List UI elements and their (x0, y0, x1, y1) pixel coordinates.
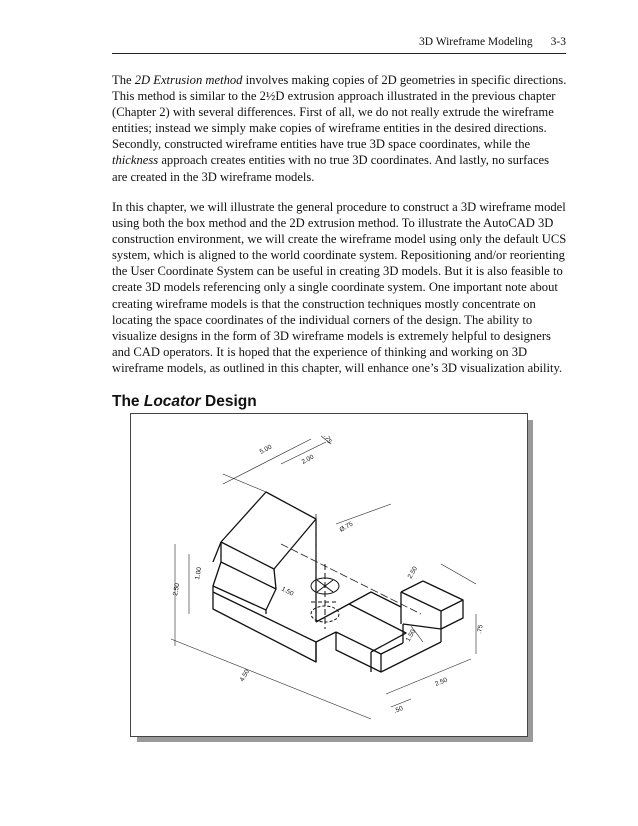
p1-text-a: The (112, 73, 135, 87)
p1-text-b: involves making copies of 2D geometries in specific directions. This method is similar to the 2½D extrusion approach illustrated in the previous chapter (Chapter 2) with several differences. First of all, we do not really extrude the wireframe entities; instead we simply make copies of wireframe entities in the desired directions. Secondly, constructed wireframe entities have true 3D space coordinates, while the (112, 73, 567, 152)
hidden-lines (281, 514, 421, 614)
page-number: 3-3 (550, 36, 566, 48)
back-arm (401, 592, 463, 629)
dim-label-150-a: 1.50 (280, 585, 295, 598)
upright-top-edge (221, 492, 316, 569)
dim-label-075: .75 (322, 433, 333, 445)
p1-emphasis-method: 2D Extrusion method (134, 73, 243, 87)
upright-left-edge (213, 542, 221, 592)
dim-label-250-bottom: 2.50 (434, 676, 449, 688)
chapter-title: 3D Wireframe Modeling (419, 36, 533, 48)
p1-emphasis-thickness: thickness (112, 153, 159, 168)
header-rule (112, 53, 566, 54)
paragraph-chapter-overview: In this chapter, we will illustrate the general procedure to construct a 3D wireframe model using both the box method and the 2D extrusion method. To illustrate the AutoCAD 3D construction environment, we will create the wireframe model using only the default UCS system, which is aligned to the world coordinate system. Repositioning and/or reorienting the User Coordinate System can be useful in creating 3D models. But it is also feasible to create 3D models referencing only a single coordinate system. One important note about creating wireframe models is that the construction techniques mostly concentrate on locating the space coordinates of the individual corners of the design. The ability to visualize designs in the form of 3D wireframe models is extremely helpful to designers and CAD operators. It is hoped that the experience of thinking and working on 3D wireframe models, as outlined in this chapter, will enhance one’s 3D visualization ability. (112, 200, 567, 375)
upright-front-edge (266, 569, 276, 614)
dim-label-075-b: .75 (476, 624, 485, 635)
dimension-lines (171, 433, 476, 719)
paragraph-extrusion-method (112, 72, 567, 185)
dim-label-100: 1.00 (194, 566, 204, 581)
dim-label-150-b: 1.50 (404, 628, 418, 643)
dim-label-450: 4.50 (238, 668, 252, 683)
dim-label-050: .50 (393, 704, 405, 715)
dim-label-diameter: Ø.75 (338, 520, 355, 534)
locator-isometric-drawing (131, 414, 527, 736)
locator-drawing-figure (130, 413, 528, 737)
dim-label-200: 2.00 (300, 453, 316, 466)
dim-label-250-right: 2.50 (406, 565, 420, 580)
dim-label-500: 5.00 (258, 443, 274, 456)
base-front-face (213, 592, 316, 662)
heading-emphasis: Locator (143, 393, 201, 410)
hole-feature (311, 564, 339, 629)
dim-label-250-depth: 2.50 (172, 582, 182, 597)
part-outline (213, 492, 463, 672)
p1-text-c: approach creates entities with no true 3D coordinates. And lastly, no surfaces are created in the 3D wireframe models. (112, 153, 550, 184)
section-heading: The Locator Design (112, 393, 257, 410)
page-header (112, 36, 566, 54)
front-arm (336, 632, 381, 672)
